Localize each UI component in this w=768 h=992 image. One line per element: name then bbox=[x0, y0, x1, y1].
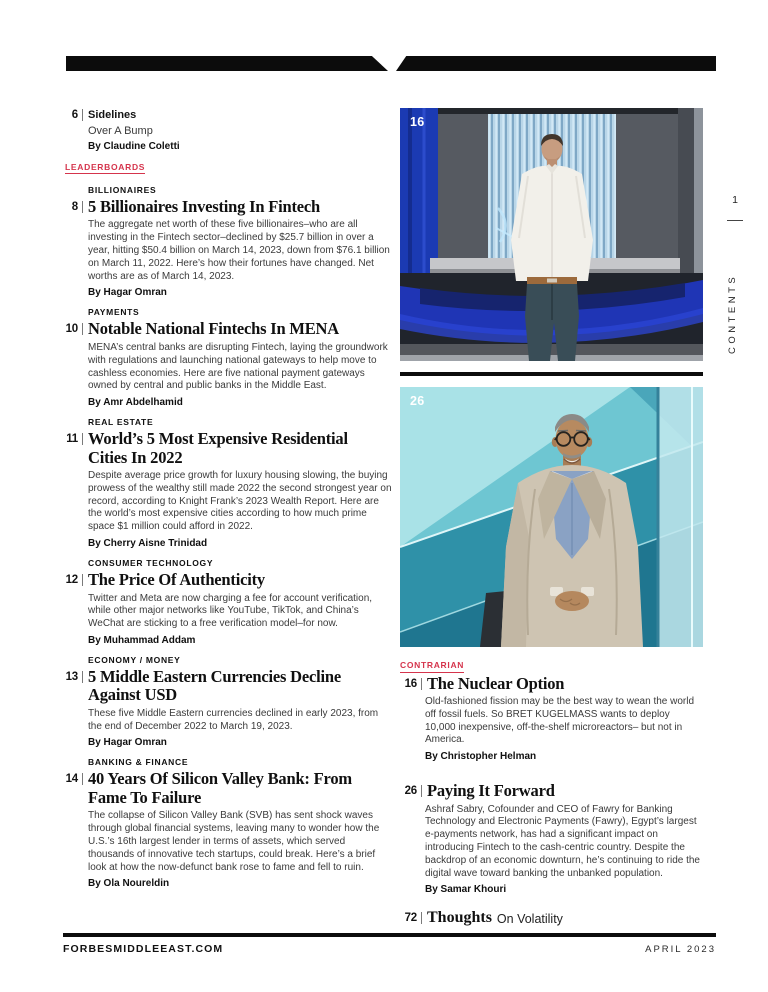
header-notch-bar-left bbox=[66, 56, 388, 71]
divider-bar bbox=[82, 574, 83, 586]
footer-issue-date: APRIL 2023 bbox=[645, 944, 716, 955]
entry-title: Sidelines bbox=[88, 109, 137, 121]
entry-byline: By Samar Khouri bbox=[425, 884, 507, 896]
category-label: ECONOMY / MONEY bbox=[88, 654, 181, 665]
toc-entry-payments bbox=[63, 307, 393, 408]
toc-entry-economy-money bbox=[63, 655, 393, 749]
entry-summary: The collapse of Silicon Valley Bank (SVB) has sent shock waves through global financial systems, leaving many to wonder how the U.S.’s 16th largest lender in terms of assets, which served thousands of innovative tech startups, could break. Here’s a brief look at how the now-defunct bank rose to fame and fell to ruin. bbox=[88, 810, 380, 873]
divider-bar bbox=[82, 433, 83, 445]
toc-entry-billionaires bbox=[63, 185, 393, 298]
entry-byline: By Cherry Aisne Trinidad bbox=[88, 538, 208, 550]
entry-summary: Twitter and Meta are now charging a fee for account verification, while other major networks like YouTube, TikTok, and China’s WeChat are sticking to a free verification model–for now. bbox=[88, 592, 373, 630]
entry-byline: By Hagar Omran bbox=[88, 737, 167, 749]
section-label-contrarian: CONTRARIAN bbox=[400, 660, 464, 673]
divider-bar bbox=[82, 323, 83, 335]
entry-summary: The aggregate net worth of these five billionaires–who are all investing in the Fintech sector–declined by $25.7 billion in over a year, hitting $50.4 billion on March 14, 2023, down from $76.1 billion on March 11, 2022. Here’s how their fortunes have changed. Net worths are as of March 14, 2023. bbox=[88, 219, 390, 282]
entry-title-serif: Thoughts bbox=[427, 909, 492, 927]
entry-title: The Nuclear Option bbox=[427, 673, 565, 693]
entry-title: 5 Billionaires Investing In Fintech bbox=[88, 197, 320, 216]
ceo-photo-illustration bbox=[400, 387, 703, 647]
photo-nuclear-reactor bbox=[400, 108, 703, 361]
contents-vertical-label: CONTENTS bbox=[727, 273, 738, 354]
entry-byline: By Claudine Coletti bbox=[88, 140, 180, 152]
page-number: 11 bbox=[66, 433, 78, 446]
entry-summary: Despite average price growth for luxury housing slowing, the buying prowess of the wealthy still made 2022 the second strongest year on record, according to Knight Frank’s 2023 Wealth Report. Here are the world’s most expensive cities according to how much prime space $1 million could afford in 2022. bbox=[88, 470, 392, 533]
page-number: 72 bbox=[404, 912, 417, 925]
entry-subtitle: Over A Bump bbox=[88, 124, 153, 137]
page-number: 14 bbox=[65, 773, 78, 786]
image-divider-rule bbox=[400, 372, 703, 376]
entry-title: 5 Middle Eastern Currencies Decline Against USD bbox=[88, 666, 341, 705]
divider-bar bbox=[421, 785, 422, 797]
entry-summary: These five Middle Eastern currencies declined in early 2023, from the end of December 2022 to March 19, 2023. bbox=[88, 707, 379, 732]
page-number: 13 bbox=[65, 670, 78, 683]
page-number: 16 bbox=[404, 677, 417, 690]
category-label: BILLIONAIRES bbox=[88, 185, 157, 195]
category-label: CONSUMER TECHNOLOGY bbox=[88, 558, 214, 569]
toc-entry-consumer-tech bbox=[63, 558, 393, 646]
folio-rule bbox=[727, 220, 743, 221]
photo-fawry-ceo bbox=[400, 387, 703, 647]
page-number: 8 bbox=[71, 201, 78, 213]
page-number: 26 bbox=[404, 785, 417, 798]
page-number: 6 bbox=[71, 109, 78, 121]
header-notch-bar-right bbox=[396, 56, 716, 71]
footer-site-url: FORBESMIDDLEEAST.COM bbox=[63, 943, 224, 955]
toc-entry-paying-it-forward bbox=[400, 782, 703, 895]
entry-byline: By Ola Noureldin bbox=[88, 878, 170, 890]
toc-left-column bbox=[63, 106, 393, 934]
section-label-leaderboards: LEADERBOARDS bbox=[65, 162, 145, 175]
page-number: 10 bbox=[65, 323, 78, 336]
entry-byline: By Amr Abdelhamid bbox=[88, 397, 183, 409]
toc-entry-banking-finance bbox=[63, 757, 393, 889]
entry-summary: Ashraf Sabry, Cofounder and CEO of Fawry for Banking Technology and Electronic Payments (Fawry), Egypt’s largest e-payments network, has had a significant impact on introducing Fintech to the cash-centric country. Despite the backdrop of an economic downturn, he’s continuing to ride the digital wave toward banking the unbanked population. bbox=[425, 803, 700, 879]
toc-right-column bbox=[400, 108, 703, 932]
footer-rule bbox=[63, 933, 716, 937]
photo-page-label: 26 bbox=[410, 394, 425, 408]
entry-summary: MENA’s central banks are disrupting Fintech, laying the groundwork with regulations and launching national gateways to help move to cashless economies. Here are five national payment gateways owned by central and public banks in the Middle East. bbox=[88, 341, 388, 392]
category-label: PAYMENTS bbox=[88, 307, 140, 318]
page-number: 12 bbox=[65, 574, 78, 587]
entry-title: The Price Of Authenticity bbox=[88, 570, 265, 590]
divider-bar bbox=[421, 912, 422, 924]
divider-bar bbox=[82, 109, 83, 121]
toc-entry-thoughts bbox=[400, 909, 703, 927]
toc-entry-sidelines bbox=[63, 106, 393, 152]
category-label: REAL ESTATE bbox=[88, 417, 154, 428]
divider-bar bbox=[82, 671, 83, 683]
entry-title: 40 Years Of Silicon Valley Bank: From Fame To Failure bbox=[88, 769, 352, 807]
toc-entry-nuclear-option bbox=[400, 675, 703, 763]
photo-page-label: 16 bbox=[410, 115, 425, 129]
toc-entry-real-estate bbox=[63, 417, 393, 549]
entry-title: Notable National Fintechs In MENA bbox=[88, 319, 339, 339]
entry-title: World’s 5 Most Expensive Residential Cities In 2022 bbox=[88, 429, 348, 467]
entry-title-rest: On Volatility bbox=[496, 912, 563, 927]
category-label: BANKING & FINANCE bbox=[88, 757, 189, 768]
entry-byline: By Hagar Omran bbox=[88, 287, 167, 299]
divider-bar bbox=[82, 773, 83, 785]
entry-title: Paying It Forward bbox=[427, 781, 555, 801]
entry-byline: By Christopher Helman bbox=[425, 751, 537, 763]
entry-summary: Old-fashioned fission may be the best way to wean the world off fossil fuels. So BRET KUGELMASS wants to deploy 10,000 inexpensive, off-the-shelf microreactors– but not in America. bbox=[425, 695, 695, 746]
folio-number: 1 bbox=[732, 194, 738, 206]
nuclear-photo-illustration bbox=[400, 108, 703, 361]
entry-byline: By Muhammad Addam bbox=[88, 634, 196, 646]
divider-bar bbox=[82, 201, 83, 213]
divider-bar bbox=[421, 678, 422, 690]
